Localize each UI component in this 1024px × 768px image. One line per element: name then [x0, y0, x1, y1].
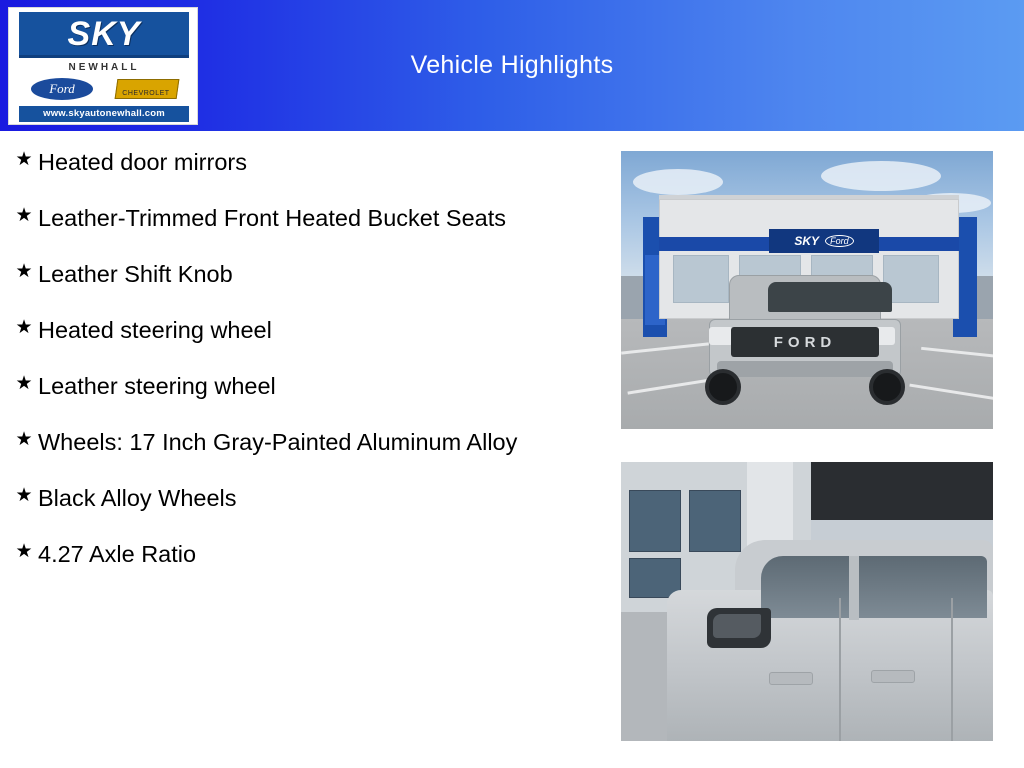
truck-windshield: [768, 282, 892, 312]
dealer-logo: [8, 7, 198, 125]
grille-brand-text: FORD: [773, 333, 837, 351]
list-item-label: Heated steering wheel: [38, 317, 272, 343]
headlight-left: [709, 327, 733, 345]
truck-grille: [731, 327, 879, 357]
star-bullet-icon: ★: [15, 541, 33, 562]
dealership-sign-ford-oval-icon: Ford: [825, 235, 854, 247]
vehicle-door-seam: [951, 598, 953, 741]
wheel-left: [705, 369, 741, 405]
front-bumper: [717, 361, 893, 377]
logo-sky-banner: [19, 12, 189, 58]
star-bullet-icon: ★: [15, 149, 33, 170]
dealership-sign: [769, 229, 879, 253]
star-bullet-icon: ★: [15, 261, 33, 282]
side-mirror-glass: [713, 614, 761, 638]
ford-oval-icon: Ford: [30, 77, 94, 101]
page-title: Vehicle Highlights: [410, 51, 614, 79]
star-bullet-icon: ★: [15, 485, 33, 506]
list-item-label: Heated door mirrors: [38, 149, 247, 175]
list-item-label: 4.27 Axle Ratio: [38, 541, 197, 567]
list-item: [10, 369, 610, 403]
star-bullet-icon: ★: [15, 317, 33, 338]
list-item-label: Leather-Trimmed Front Heated Bucket Seats: [38, 205, 507, 231]
logo-brand-marks: [19, 77, 189, 101]
vehicle-highlights-list: [10, 145, 610, 593]
list-item: [10, 537, 610, 571]
list-item-label: Leather steering wheel: [38, 373, 276, 399]
list-item: [10, 481, 610, 515]
door-handle-rear: [871, 670, 915, 683]
logo-website-url: www.skyautonewhall.com: [19, 106, 189, 122]
list-item: [10, 257, 610, 291]
logo-location-text: NEWHALL: [68, 62, 140, 73]
dealer-logo-inner: [14, 12, 194, 122]
vehicle-door-seam: [839, 598, 841, 741]
truck-vehicle: [705, 275, 905, 405]
wheel-right: [869, 369, 905, 405]
cloud-shape: [821, 161, 941, 191]
cloud-shape: [633, 169, 723, 195]
door-handle-front: [769, 672, 813, 685]
list-item-label: Wheels: 17 Inch Gray-Painted Aluminum Alloy: [38, 429, 518, 455]
list-item-label: Leather Shift Knob: [38, 261, 233, 287]
list-item: [10, 313, 610, 347]
star-bullet-icon: ★: [15, 429, 33, 450]
logo-brand-text: SKY: [67, 14, 141, 53]
vehicle-side-view: [649, 512, 993, 741]
dealership-sign-brand: SKY: [794, 234, 820, 248]
vehicle-side-window: [761, 556, 987, 618]
list-item: [10, 425, 610, 459]
vehicle-side-closeup-photo: [621, 462, 993, 741]
dealership-front-with-truck-photo: [621, 151, 993, 429]
star-bullet-icon: ★: [15, 373, 33, 394]
chevrolet-label: CHEVROLET: [122, 90, 170, 97]
list-item: [10, 201, 610, 235]
chevrolet-bowtie-icon: [115, 79, 180, 99]
list-item: [10, 145, 610, 179]
vehicle-b-pillar: [849, 556, 859, 620]
star-bullet-icon: ★: [15, 205, 33, 226]
list-item-label: Black Alloy Wheels: [38, 485, 237, 511]
